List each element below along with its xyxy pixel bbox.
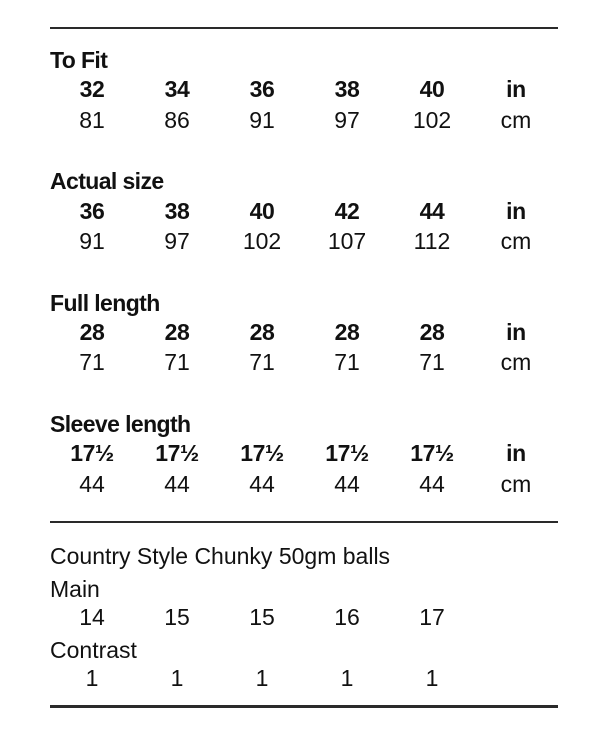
ball-count: 14 (79, 604, 105, 630)
size-value: 91 (249, 107, 275, 133)
size-row-cm (0, 347, 600, 377)
size-value: 17½ (70, 440, 114, 466)
top-divider (50, 27, 558, 29)
size-value: 28 (419, 319, 445, 345)
ball-count: 1 (425, 665, 439, 691)
section-heading-actual-size: Actual size (50, 168, 164, 194)
ball-count: 15 (164, 604, 190, 630)
unit-label: in (506, 76, 526, 102)
size-value: 112 (413, 228, 451, 254)
size-row-cm (0, 469, 600, 499)
size-value: 44 (164, 471, 190, 497)
contrast-balls-row (0, 663, 600, 693)
size-value: 81 (79, 107, 105, 133)
ball-count: 1 (255, 665, 269, 691)
section-heading-to-fit: To Fit (50, 47, 108, 73)
size-value: 44 (249, 471, 275, 497)
size-value: 71 (334, 349, 360, 375)
contrast-colour-label: Contrast (50, 637, 137, 663)
size-value: 38 (334, 76, 360, 102)
size-value: 42 (334, 198, 360, 224)
size-value: 71 (164, 349, 190, 375)
ball-count: 1 (85, 665, 99, 691)
size-row-inches (0, 196, 600, 226)
size-value: 91 (79, 228, 105, 254)
ball-count: 17 (419, 604, 445, 630)
ball-count: 15 (249, 604, 275, 630)
size-row-inches (0, 74, 600, 104)
size-value: 107 (327, 228, 367, 254)
size-value: 28 (79, 319, 105, 345)
unit-label: cm (500, 471, 532, 497)
unit-label: cm (500, 349, 532, 375)
size-value: 44 (419, 198, 445, 224)
size-value: 44 (419, 471, 445, 497)
size-value: 34 (164, 76, 190, 102)
size-value: 97 (334, 107, 360, 133)
size-value: 38 (164, 198, 190, 224)
size-row-inches (0, 317, 600, 347)
size-value: 36 (79, 198, 105, 224)
size-row-cm (0, 226, 600, 256)
unit-label: in (506, 319, 526, 345)
section-heading-full-length: Full length (50, 290, 160, 316)
size-value: 102 (242, 228, 282, 254)
size-value: 71 (249, 349, 275, 375)
size-value: 17½ (410, 440, 454, 466)
unit-label: cm (500, 228, 532, 254)
size-row-cm (0, 105, 600, 135)
middle-divider (50, 521, 558, 523)
size-value: 28 (334, 319, 360, 345)
size-value: 32 (79, 76, 105, 102)
unit-label: cm (500, 107, 532, 133)
ball-count: 1 (340, 665, 354, 691)
size-value: 97 (164, 228, 190, 254)
size-value: 71 (419, 349, 445, 375)
unit-label: in (506, 440, 526, 466)
size-row-inches (0, 438, 600, 468)
ball-count: 1 (170, 665, 184, 691)
size-value: 36 (249, 76, 275, 102)
ball-count: 16 (334, 604, 360, 630)
size-value: 28 (164, 319, 190, 345)
unit-label: in (506, 198, 526, 224)
size-value: 40 (249, 198, 275, 224)
size-value: 71 (79, 349, 105, 375)
size-value: 17½ (155, 440, 199, 466)
size-value: 102 (412, 107, 452, 133)
bottom-divider (50, 705, 558, 708)
size-value: 28 (249, 319, 275, 345)
size-value: 17½ (240, 440, 284, 466)
size-value: 44 (334, 471, 360, 497)
size-value: 86 (164, 107, 190, 133)
main-balls-row (0, 602, 600, 632)
main-colour-label: Main (50, 576, 100, 602)
size-value: 40 (419, 76, 445, 102)
section-heading-sleeve-length: Sleeve length (50, 411, 191, 437)
yarn-title: Country Style Chunky 50gm balls (50, 543, 391, 569)
size-value: 44 (79, 471, 105, 497)
size-value: 17½ (325, 440, 369, 466)
